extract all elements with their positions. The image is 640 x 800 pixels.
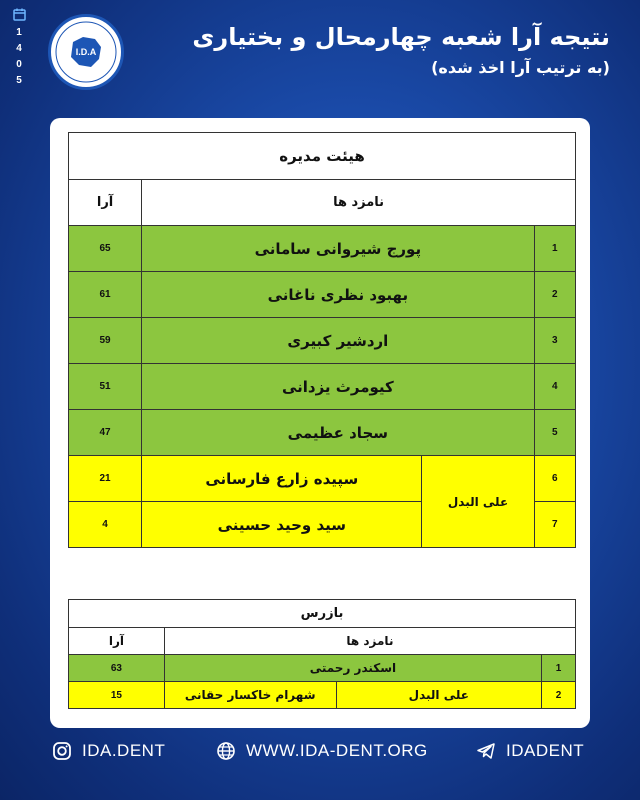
instagram-handle: IDA.DENT: [82, 741, 166, 760]
votes-cell: 21: [69, 456, 142, 502]
telegram-handle: IDADENT: [506, 741, 585, 760]
instagram-icon: [52, 741, 72, 761]
candidate-name: سپیده زارع فارسانی: [142, 456, 422, 502]
board-heading: هیئت مدیره: [69, 133, 576, 180]
year-badge: [8, 8, 30, 100]
votes-cell: 61: [69, 272, 142, 318]
candidate-name: شهرام خاکسار حقانی: [164, 682, 336, 709]
candidate-name: اسکندر رحمتی: [164, 655, 541, 682]
votes-cell: 59: [69, 318, 142, 364]
votes-cell: 51: [69, 364, 142, 410]
page-subtitle: (به ترتیب آرا اخذ شده): [431, 58, 610, 77]
rank-cell: 3: [534, 318, 575, 364]
ida-logo: [48, 14, 124, 90]
rank-cell: 2: [534, 272, 575, 318]
rank-cell: 7: [534, 502, 575, 548]
candidates-header: نامزد ها: [142, 180, 576, 226]
inspector-table: [68, 599, 576, 709]
page-title: نتیجه آرا شعبه چهارمحال و بختیاری: [192, 23, 610, 51]
rank-cell: 4: [534, 364, 575, 410]
candidates-header: نامزد ها: [164, 628, 575, 655]
votes-cell: 4: [69, 502, 142, 548]
candidate-name: سجاد عظیمی: [142, 410, 534, 456]
table-row: [69, 318, 576, 364]
table-row: [69, 682, 576, 709]
rank-cell: 5: [534, 410, 575, 456]
title-block: [192, 20, 610, 82]
table-row: [69, 456, 576, 502]
votes-header: آرا: [69, 180, 142, 226]
website-url: WWW.IDA-DENT.ORG: [246, 741, 428, 760]
votes-cell: 47: [69, 410, 142, 456]
table-row: [69, 226, 576, 272]
telegram-link[interactable]: [476, 741, 584, 761]
table-row: [69, 364, 576, 410]
table-row: [69, 272, 576, 318]
year-digit: 5: [16, 75, 22, 86]
votes-cell: 65: [69, 226, 142, 272]
table-row: [69, 655, 576, 682]
calendar-icon: [13, 8, 26, 25]
candidate-name: بهبود نظری ناغانی: [142, 272, 534, 318]
table-row: [69, 410, 576, 456]
footer: [0, 736, 640, 766]
rank-cell: 1: [542, 655, 576, 682]
alternate-label: علی البدل: [422, 456, 534, 548]
year-digit: 0: [16, 59, 22, 70]
instagram-link[interactable]: [52, 741, 165, 761]
votes-cell: 63: [69, 655, 165, 682]
candidate-name: پورج شیروانی سامانی: [142, 226, 534, 272]
results-card: [50, 118, 590, 728]
year-digit: 4: [16, 43, 22, 54]
votes-header: آرا: [69, 628, 165, 655]
rank-cell: 2: [542, 682, 576, 709]
globe-icon: [216, 741, 236, 761]
logo-text: I.D.A: [75, 47, 97, 57]
candidate-name: سید وحید حسینی: [142, 502, 422, 548]
year-digit: 1: [16, 27, 22, 38]
votes-cell: 15: [69, 682, 165, 709]
candidate-name: اردشیر کبیری: [142, 318, 534, 364]
rank-cell: 6: [534, 456, 575, 502]
telegram-icon: [476, 741, 496, 761]
candidate-name: کیومرث یزدانی: [142, 364, 534, 410]
website-link[interactable]: [216, 741, 428, 761]
inspector-heading: بازرس: [69, 600, 576, 628]
alternate-label: علی البدل: [336, 682, 542, 709]
rank-cell: 1: [534, 226, 575, 272]
board-table: [68, 132, 576, 548]
